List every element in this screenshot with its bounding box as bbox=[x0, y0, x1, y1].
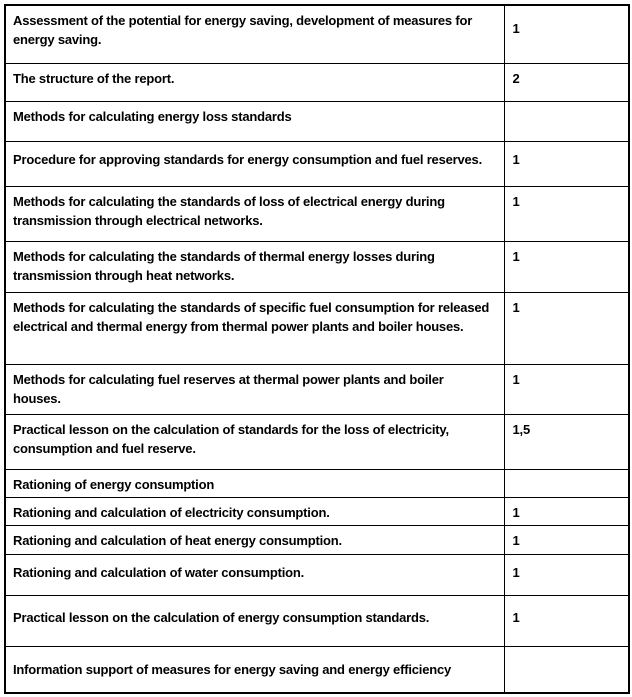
topic-cell: Practical lesson on the calculation of energy consumption standards. bbox=[5, 595, 504, 646]
hours-cell: 1 bbox=[504, 186, 629, 241]
topic-cell: Methods for calculating the standards of thermal energy losses during transmission through heat networks. bbox=[5, 241, 504, 292]
topic-cell: Rationing and calculation of water consumption. bbox=[5, 554, 504, 595]
table-row bbox=[5, 241, 629, 292]
table-row bbox=[5, 554, 629, 595]
hours-cell: 2 bbox=[504, 63, 629, 101]
hours-cell: 1 bbox=[504, 5, 629, 63]
table-row bbox=[5, 525, 629, 554]
topic-cell: Information support of measures for energy saving and energy efficiency bbox=[5, 646, 504, 693]
hours-cell: 1 bbox=[504, 525, 629, 554]
topic-cell: Rationing and calculation of electricity consumption. bbox=[5, 497, 504, 525]
topic-cell: Rationing and calculation of heat energy consumption. bbox=[5, 525, 504, 554]
table-row bbox=[5, 186, 629, 241]
topic-cell: Methods for calculating energy loss standards bbox=[5, 101, 504, 141]
hours-cell: 1 bbox=[504, 241, 629, 292]
hours-cell bbox=[504, 101, 629, 141]
topic-cell: Procedure for approving standards for energy consumption and fuel reserves. bbox=[5, 141, 504, 186]
table-row bbox=[5, 5, 629, 63]
table-row bbox=[5, 497, 629, 525]
hours-cell: 1 bbox=[504, 554, 629, 595]
hours-cell: 1 bbox=[504, 364, 629, 414]
table-row bbox=[5, 364, 629, 414]
topic-cell: Methods for calculating fuel reserves at thermal power plants and boiler houses. bbox=[5, 364, 504, 414]
table-row bbox=[5, 63, 629, 101]
table-row-section bbox=[5, 469, 629, 497]
topic-cell: The structure of the report. bbox=[5, 63, 504, 101]
table-row bbox=[5, 141, 629, 186]
table-row-section bbox=[5, 646, 629, 693]
topic-cell: Assessment of the potential for energy saving, development of measures for energy saving. bbox=[5, 5, 504, 63]
table-row bbox=[5, 292, 629, 364]
table-row bbox=[5, 414, 629, 469]
topic-cell: Rationing of energy consumption bbox=[5, 469, 504, 497]
hours-cell: 1 bbox=[504, 595, 629, 646]
course-topics-hours-table bbox=[4, 4, 630, 694]
topic-cell: Methods for calculating the standards of loss of electrical energy during transmission through electrical networks. bbox=[5, 186, 504, 241]
topic-cell: Methods for calculating the standards of specific fuel consumption for released electrical and thermal energy from thermal power plants and boiler houses. bbox=[5, 292, 504, 364]
hours-cell: 1 bbox=[504, 292, 629, 364]
hours-cell: 1,5 bbox=[504, 414, 629, 469]
hours-cell bbox=[504, 469, 629, 497]
hours-cell: 1 bbox=[504, 141, 629, 186]
hours-cell: 1 bbox=[504, 497, 629, 525]
table-row-section bbox=[5, 101, 629, 141]
hours-cell bbox=[504, 646, 629, 693]
topic-cell: Practical lesson on the calculation of standards for the loss of electricity, consumption and fuel reserve. bbox=[5, 414, 504, 469]
table-row bbox=[5, 595, 629, 646]
